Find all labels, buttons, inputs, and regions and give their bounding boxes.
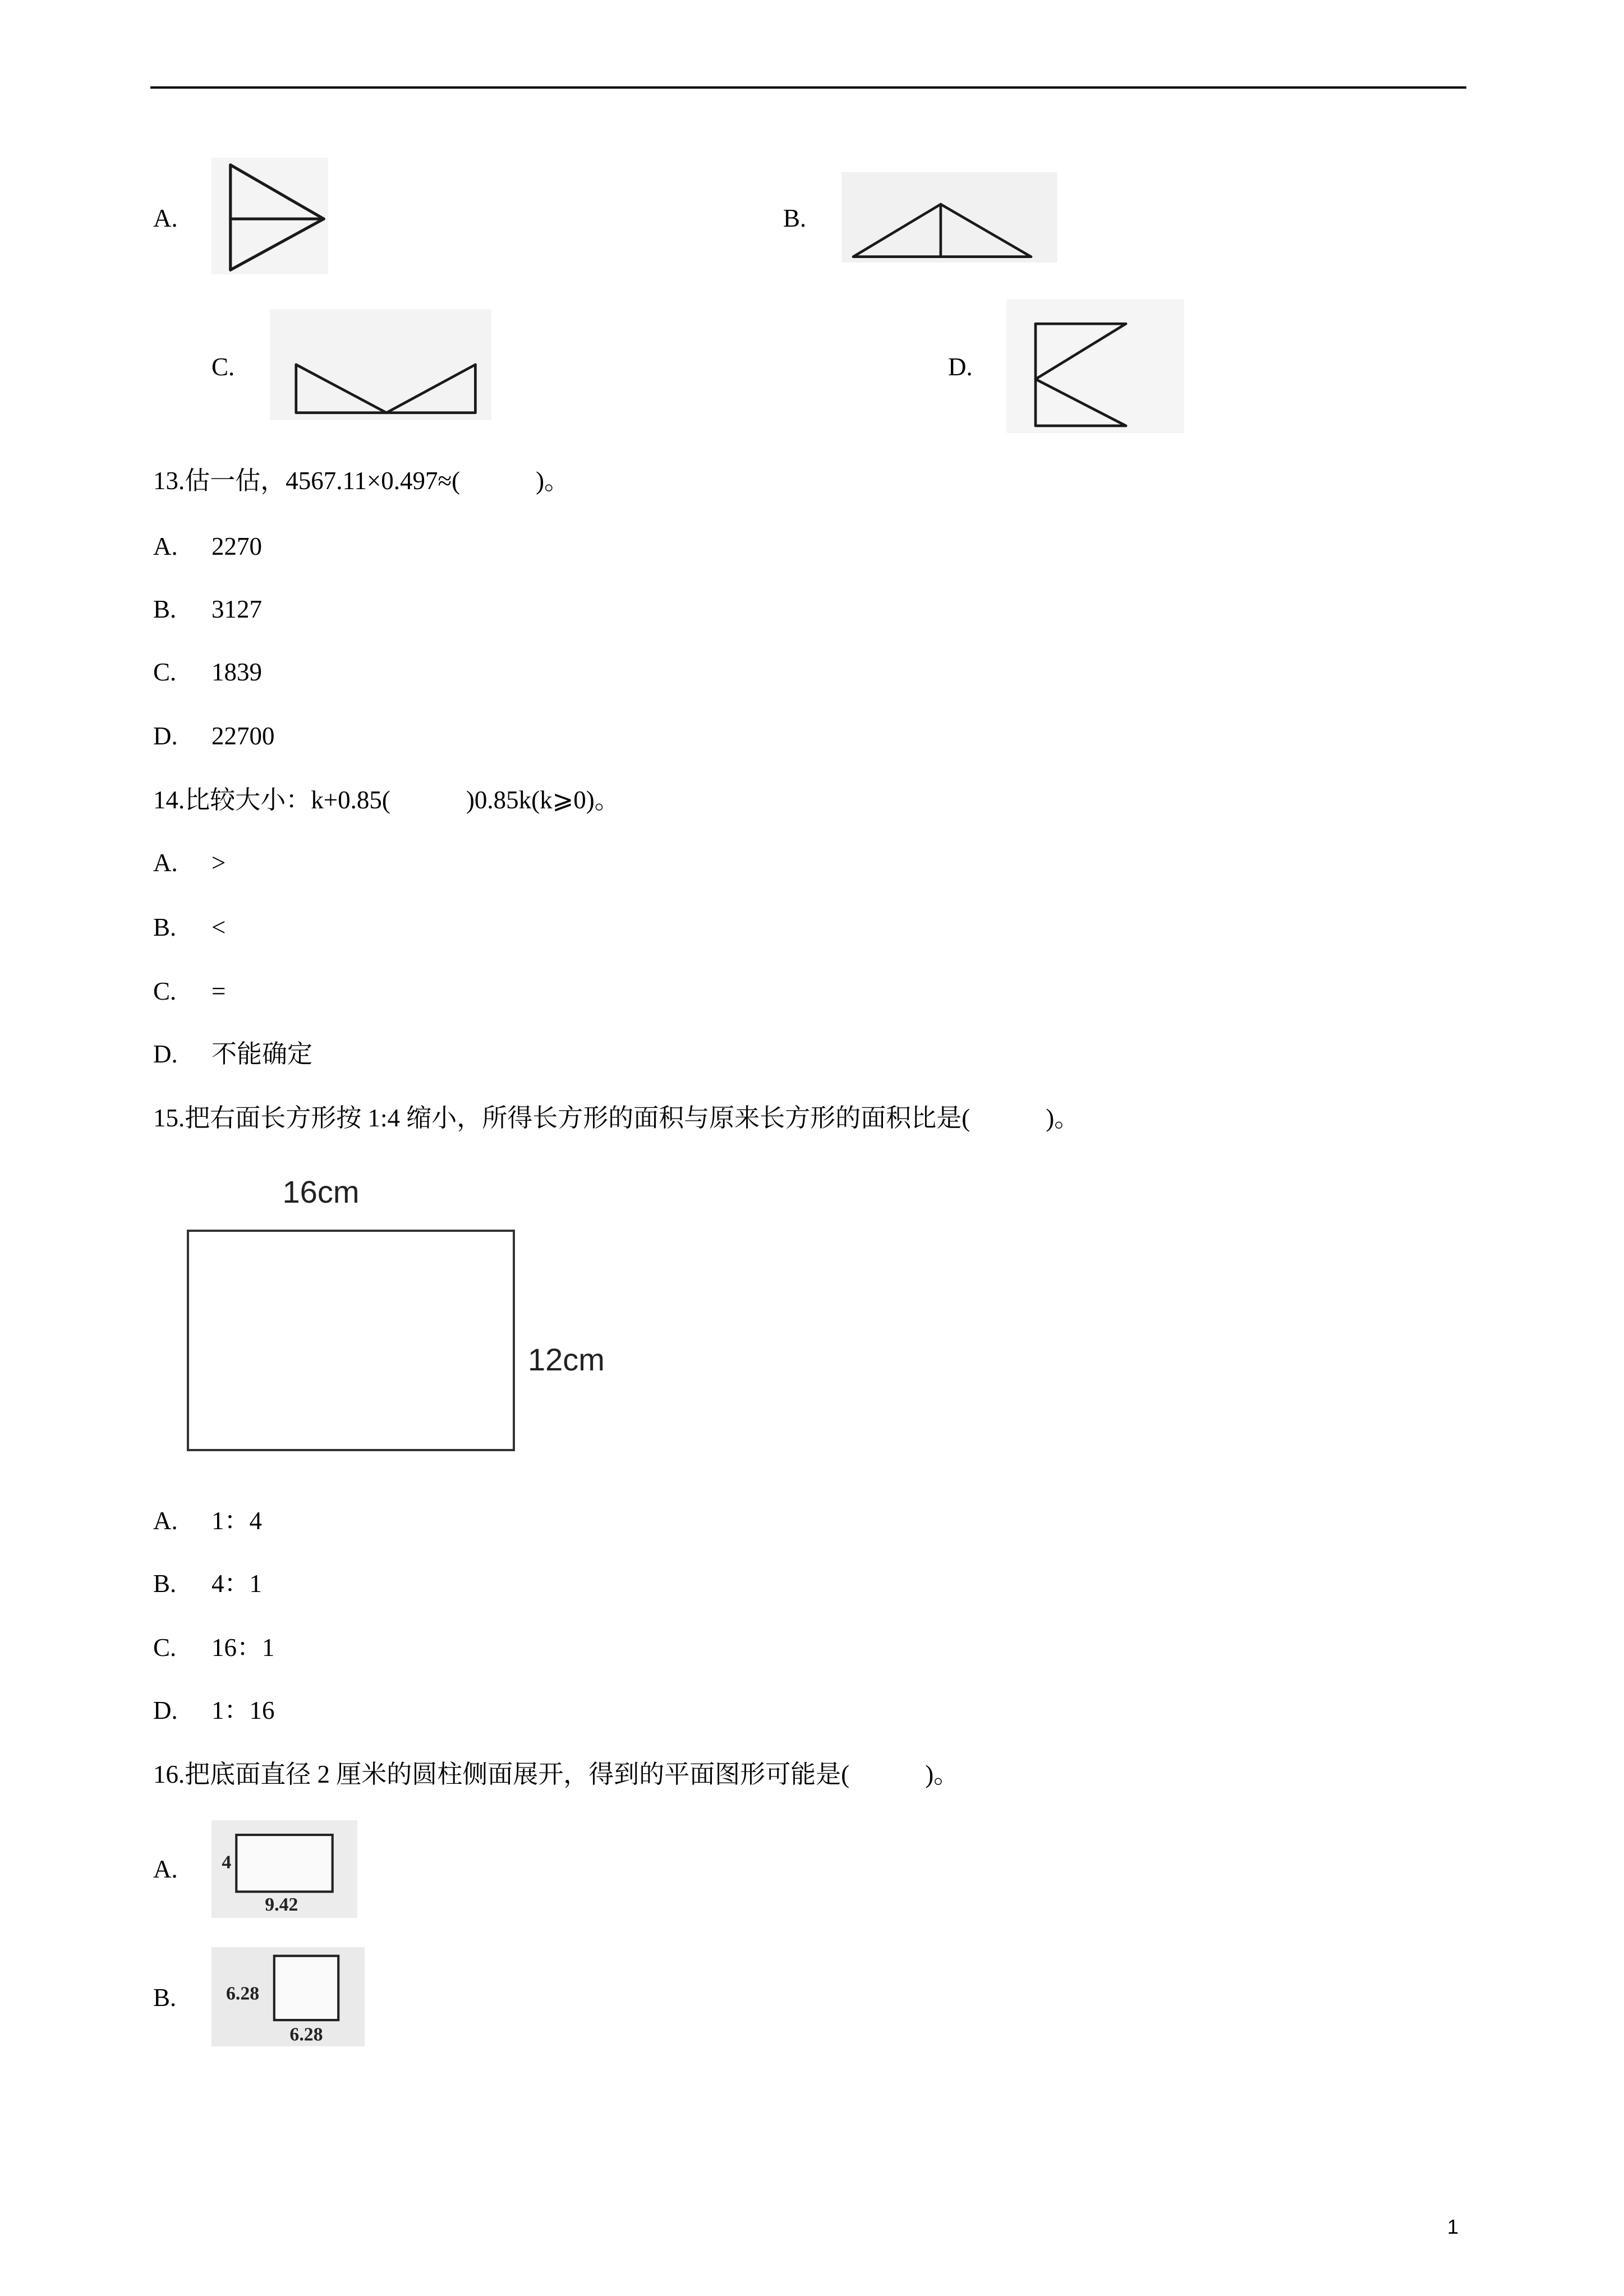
option-label: B.	[153, 913, 177, 941]
q12-option-d-label: D.	[948, 353, 973, 381]
option-label: D.	[153, 722, 178, 750]
rectangle-height-label: 12cm	[528, 1342, 605, 1377]
q15-option-c	[153, 1635, 658, 1660]
q12-option-a-label: A.	[153, 204, 178, 232]
q14-stem: 14.比较大小：k+0.85( )0.85k(k⩾0)。	[153, 786, 620, 814]
figure-side-label: 6.28	[226, 1983, 260, 2004]
option-value: 不能确定	[211, 1040, 313, 1068]
q14-option-c	[153, 979, 658, 1004]
q12-option-c-figure	[270, 309, 491, 420]
option-label: B.	[153, 1570, 177, 1598]
q16-option-a-label: A.	[153, 1855, 178, 1883]
rectangle-width-label: 16cm	[282, 1174, 360, 1209]
q16-option-b-label: B.	[153, 1984, 177, 2012]
option-value: 16：1	[211, 1634, 275, 1662]
option-value: <	[211, 913, 226, 941]
option-value: 4：1	[211, 1570, 263, 1598]
option-label: D.	[153, 1696, 178, 1724]
q12-option-c-label: C.	[211, 353, 235, 381]
q15-option-a	[153, 1508, 658, 1534]
option-value: =	[211, 977, 226, 1005]
option-value: 22700	[211, 722, 275, 750]
q16-option-a-figure	[211, 1820, 357, 1918]
option-label: A.	[153, 849, 178, 877]
q15-stem: 15.把右面长方形按 1:4 缩小，所得长方形的面积与原来长方形的面积比是( )。	[153, 1104, 1080, 1132]
option-label: A.	[153, 1507, 178, 1535]
header-rule	[150, 86, 1466, 89]
figure-bottom-label: 9.42	[265, 1894, 298, 1916]
q12-option-b-figure	[841, 172, 1057, 263]
option-label: D.	[153, 1040, 178, 1068]
q13-option-d	[153, 724, 658, 749]
q13-option-a	[153, 534, 658, 559]
q12-option-d-figure	[1006, 299, 1184, 433]
q13-option-b	[153, 597, 658, 622]
option-label: B.	[153, 595, 177, 623]
q14-option-d	[153, 1042, 658, 1067]
option-value: 1：16	[211, 1696, 275, 1724]
q12-option-a-figure	[211, 158, 328, 274]
option-label: C.	[153, 658, 177, 686]
q16-stem: 16.把底面直径 2 厘米的圆柱侧面展开，得到的平面图形可能是( )。	[153, 1760, 959, 1788]
page-number: 1	[1447, 2215, 1459, 2238]
option-value: >	[211, 849, 226, 877]
option-value: 2270	[211, 532, 262, 560]
option-value: 1839	[211, 658, 262, 686]
option-value: 1：4	[211, 1507, 263, 1535]
rectangle-figure	[187, 1230, 515, 1451]
option-value: 3127	[211, 595, 262, 623]
option-label: C.	[153, 1634, 177, 1662]
q16-option-b-figure	[211, 1947, 365, 2046]
q14-option-a	[153, 850, 658, 876]
q13-stem: 13.估一估，4567.11×0.497≈( )。	[153, 467, 570, 495]
q15-option-b	[153, 1571, 658, 1596]
option-label: A.	[153, 532, 178, 560]
q12-option-b-label: B.	[783, 204, 807, 232]
q13-option-c	[153, 660, 658, 685]
figure-bottom-label: 6.28	[289, 2024, 323, 2045]
option-label: C.	[153, 977, 177, 1005]
figure-side-label: 4	[222, 1852, 232, 1873]
q14-option-b	[153, 915, 658, 940]
q15-option-d	[153, 1698, 658, 1723]
